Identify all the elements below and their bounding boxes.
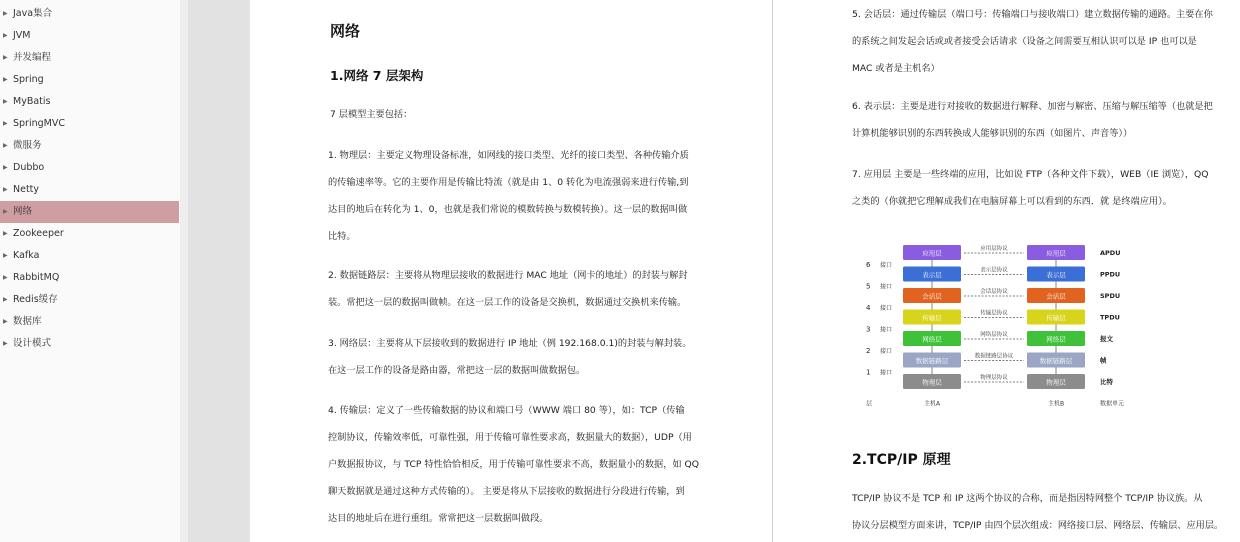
session-layer-paragraph-line: 5. 会话层：通过传输层（端口号：传输端口与接收端口）建立数据传输的通路。主要在你 bbox=[852, 9, 1213, 20]
footer-unit-label: 数据单元 bbox=[1100, 400, 1125, 408]
physical-layer-paragraph-line: 的传输速率等。它的主要作用是传输比特流（就是由 1、0 转化为电流强弱来进行传输,到 bbox=[328, 177, 689, 188]
host-b-layer-label: 物理层 bbox=[1046, 378, 1066, 387]
intro-text: 7 层模型主要包括： bbox=[330, 109, 413, 120]
protocol-label: 会话层协议 bbox=[980, 289, 1008, 295]
sidebar-item[interactable] bbox=[0, 267, 179, 289]
sidebar-item-label: Java集合 bbox=[13, 8, 53, 19]
sidebar-item-label: 设计模式 bbox=[13, 338, 52, 349]
host-b-layer-label: 应用层 bbox=[1046, 249, 1066, 258]
chevron-right-icon: ▶ bbox=[3, 208, 8, 215]
host-b-layer-label: 会话层 bbox=[1046, 292, 1066, 301]
data-link-layer-paragraph-line: 装。常把这一层的数据叫做帧。在这一层工作的设备是交换机，数据通过交换机来传输。 bbox=[328, 297, 687, 308]
host-a-layer-label: 表示层 bbox=[922, 271, 942, 279]
protocol-label: 物理层协议 bbox=[980, 375, 1008, 381]
transport-layer-paragraph-line: 达目的地址后在进行重组。常常把这一层数据叫做段。 bbox=[328, 513, 549, 524]
sidebar-item[interactable] bbox=[0, 223, 179, 245]
protocol-label: 应用层协议 bbox=[980, 246, 1008, 252]
sidebar-item[interactable] bbox=[0, 47, 179, 69]
chevron-right-icon: ▶ bbox=[3, 186, 8, 193]
sidebar-item-label: Spring bbox=[13, 74, 44, 85]
host-a-layer-label: 应用层 bbox=[922, 249, 942, 258]
footer-host-b-label: 主机B bbox=[1047, 400, 1065, 408]
sidebar-item[interactable] bbox=[0, 135, 179, 157]
sidebar-item[interactable] bbox=[0, 201, 179, 223]
data-unit-label: APDU bbox=[1100, 249, 1121, 257]
session-layer-paragraph-line: 的系统之间发起会话或或者接受会话请求（设备之间需要互相认识可以是 IP 也可以是 bbox=[852, 36, 1197, 47]
sidebar-item-label: SpringMVC bbox=[13, 118, 65, 129]
sidebar-item-label: 网络 bbox=[13, 206, 33, 217]
sidebar bbox=[0, 0, 180, 542]
data-unit-label: 帧 bbox=[1100, 356, 1107, 365]
interface-label: 接口 bbox=[880, 326, 893, 334]
sidebar-item-label: Kafka bbox=[13, 250, 40, 261]
host-a-layer-label: 物理层 bbox=[922, 378, 942, 387]
host-a-layer-label: 会话层 bbox=[922, 292, 942, 301]
sidebar-item-label: 微服务 bbox=[13, 140, 42, 151]
interface-label: 接口 bbox=[880, 369, 893, 377]
layer-number: 6 bbox=[866, 261, 871, 269]
host-b-layer-label: 传输层 bbox=[1046, 314, 1066, 322]
data-unit-label: 报文 bbox=[1100, 335, 1113, 343]
layer-number: 4 bbox=[866, 304, 871, 312]
host-b-layer-label: 表示层 bbox=[1046, 271, 1066, 279]
chevron-right-icon: ▶ bbox=[3, 318, 8, 325]
host-a-layer-label: 传输层 bbox=[922, 314, 942, 322]
data-unit-label: 比特 bbox=[1100, 378, 1113, 386]
host-b-layer-label: 数据链路层 bbox=[1039, 357, 1073, 365]
sidebar-item-label: Netty bbox=[13, 184, 40, 195]
chevron-right-icon: ▶ bbox=[3, 340, 8, 347]
page-title: 网络 bbox=[330, 22, 361, 40]
sidebar-item-label: 数据库 bbox=[13, 316, 42, 327]
tcpip-paragraph-line: TCP/IP 协议不是 TCP 和 IP 这两个协议的合称，而是指因特网整个 TCP/IP 协议族。从 bbox=[852, 493, 1203, 504]
data-unit-label: PPDU bbox=[1100, 270, 1121, 279]
sidebar-item[interactable] bbox=[0, 179, 179, 201]
layer-number: 3 bbox=[866, 325, 871, 334]
layer-number: 1 bbox=[866, 368, 871, 377]
sidebar-item-label: MyBatis bbox=[13, 96, 51, 107]
host-a-layer-label: 数据链路层 bbox=[915, 357, 949, 365]
sidebar-item-label: JVM bbox=[13, 30, 31, 41]
footer-layer-label: 层 bbox=[866, 400, 873, 408]
layer-number: 2 bbox=[866, 347, 871, 355]
presentation-layer-paragraph-line: 计算机能够识别的东西转换成人能够识别的东西（如图片、声音等）） bbox=[852, 128, 1133, 139]
network-layer-paragraph-line: 3. 网络层：主要将从下层接收到的数据进行 IP 地址（例 192.168.0.1)的封装与解封装。 bbox=[328, 338, 692, 349]
protocol-label: 数据链路层协议 bbox=[974, 353, 1014, 360]
physical-layer-paragraph-line: 达目的地后在转化为 1、0，也就是我们常说的模数转换与数模转换）。这一层的数据叫做 bbox=[328, 204, 688, 215]
interface-label: 接口 bbox=[880, 348, 893, 355]
interface-label: 接口 bbox=[880, 283, 893, 291]
sidebar-splitter[interactable] bbox=[180, 0, 188, 542]
sidebar-item[interactable] bbox=[0, 69, 179, 91]
sidebar-item-label: Zookeeper bbox=[13, 228, 64, 239]
physical-layer-paragraph-line: 比特。 bbox=[328, 231, 356, 242]
chevron-right-icon: ▶ bbox=[3, 296, 8, 303]
sidebar-item[interactable] bbox=[0, 3, 179, 25]
chevron-right-icon: ▶ bbox=[3, 230, 8, 237]
transport-layer-paragraph-line: 4. 传输层：定义了一些传输数据的协议和端口号（WWW 端口 80 等），如：TCP（传输 bbox=[328, 405, 685, 416]
interface-label: 接口 bbox=[880, 262, 893, 269]
transport-layer-paragraph-line: 控制协议，传输效率低，可靠性强，用于传输可靠性要求高，数据量大的数据），UDP（用 bbox=[328, 432, 692, 443]
transport-layer-paragraph-line: 聊天数据就是通过这种方式传输的）。 主要是将从下层接收的数据进行分段进行传输，到 bbox=[328, 486, 685, 497]
chevron-right-icon: ▶ bbox=[3, 252, 8, 259]
document-margin bbox=[188, 0, 250, 542]
sidebar-item-label: RabbitMQ bbox=[13, 272, 60, 283]
chevron-right-icon: ▶ bbox=[3, 274, 8, 281]
interface-label: 接口 bbox=[880, 305, 893, 312]
data-unit-label: SPDU bbox=[1100, 292, 1121, 300]
data-unit-label: TPDU bbox=[1100, 313, 1120, 322]
tcpip-paragraph-line: 协议分层模型方面来讲，TCP/IP 由四个层次组成：网络接口层、网络层、传输层、应用层。 bbox=[852, 520, 1224, 531]
transport-layer-paragraph-line: 户数据报协议，与 TCP 特性恰恰相反，用于传输可靠性要求不高，数据量小的数据，如 QQ bbox=[328, 459, 700, 470]
sidebar-item-label: 并发编程 bbox=[13, 52, 52, 63]
chevron-right-icon: ▶ bbox=[3, 98, 8, 105]
sidebar-item-label: Redis缓存 bbox=[13, 294, 58, 305]
chevron-right-icon: ▶ bbox=[3, 54, 8, 61]
presentation-layer-paragraph-line: 6. 表示层：主要是进行对接收的数据进行解释、加密与解密、压缩与解压缩等（也就是把 bbox=[852, 101, 1213, 112]
data-link-layer-paragraph-line: 2. 数据链路层：主要将从物理层接收的数据进行 MAC 地址（网卡的地址）的封装与解封 bbox=[328, 270, 688, 281]
host-a-layer-label: 网络层 bbox=[922, 335, 942, 344]
sidebar-item[interactable] bbox=[0, 25, 179, 47]
chevron-right-icon: ▶ bbox=[3, 10, 8, 17]
layer-number: 5 bbox=[866, 282, 871, 291]
footer-host-a-label: 主机A bbox=[923, 400, 941, 408]
sidebar-item[interactable] bbox=[0, 91, 179, 113]
sidebar-item-label: Dubbo bbox=[13, 162, 45, 173]
osi-layer-diagram bbox=[860, 238, 1140, 414]
chevron-right-icon: ▶ bbox=[3, 76, 8, 83]
section-heading-2: 2.TCP/IP 原理 bbox=[852, 452, 951, 468]
application-layer-paragraph-line: 7. 应用层 主要是一些终端的应用，比如说 FTP（各种文件下载），WEB（IE 浏览），QQ bbox=[852, 169, 1209, 180]
section-heading: 1.网络 7 层架构 bbox=[330, 68, 424, 83]
application-layer-paragraph-line: 之类的（你就把它理解成我们在电脑屏幕上可以看到的东西．就 是终端应用）。 bbox=[852, 196, 1172, 207]
sidebar-item[interactable] bbox=[0, 311, 179, 333]
network-layer-paragraph-line: 在这一层工作的设备是路由器，常把这一层的数据叫做数据包。 bbox=[328, 365, 586, 376]
session-layer-paragraph-line: MAC 或者是主机名） bbox=[852, 63, 940, 74]
host-b-layer-label: 网络层 bbox=[1046, 335, 1066, 344]
sidebar-item[interactable] bbox=[0, 113, 179, 135]
protocol-label: 传输层协议 bbox=[980, 310, 1008, 317]
chevron-right-icon: ▶ bbox=[3, 164, 8, 171]
protocol-label: 表示层协议 bbox=[980, 267, 1008, 274]
chevron-right-icon: ▶ bbox=[3, 120, 8, 127]
sidebar-item[interactable] bbox=[0, 245, 179, 267]
physical-layer-paragraph-line: 1. 物理层：主要定义物理设备标准，如网线的接口类型、光纤的接口类型、各种传输介质 bbox=[328, 150, 689, 161]
sidebar-item[interactable] bbox=[0, 157, 179, 179]
sidebar-item[interactable] bbox=[0, 289, 179, 311]
chevron-right-icon: ▶ bbox=[3, 142, 8, 149]
sidebar-item[interactable] bbox=[0, 333, 179, 355]
chevron-right-icon: ▶ bbox=[3, 32, 8, 39]
protocol-label: 网络层协议 bbox=[980, 332, 1008, 338]
